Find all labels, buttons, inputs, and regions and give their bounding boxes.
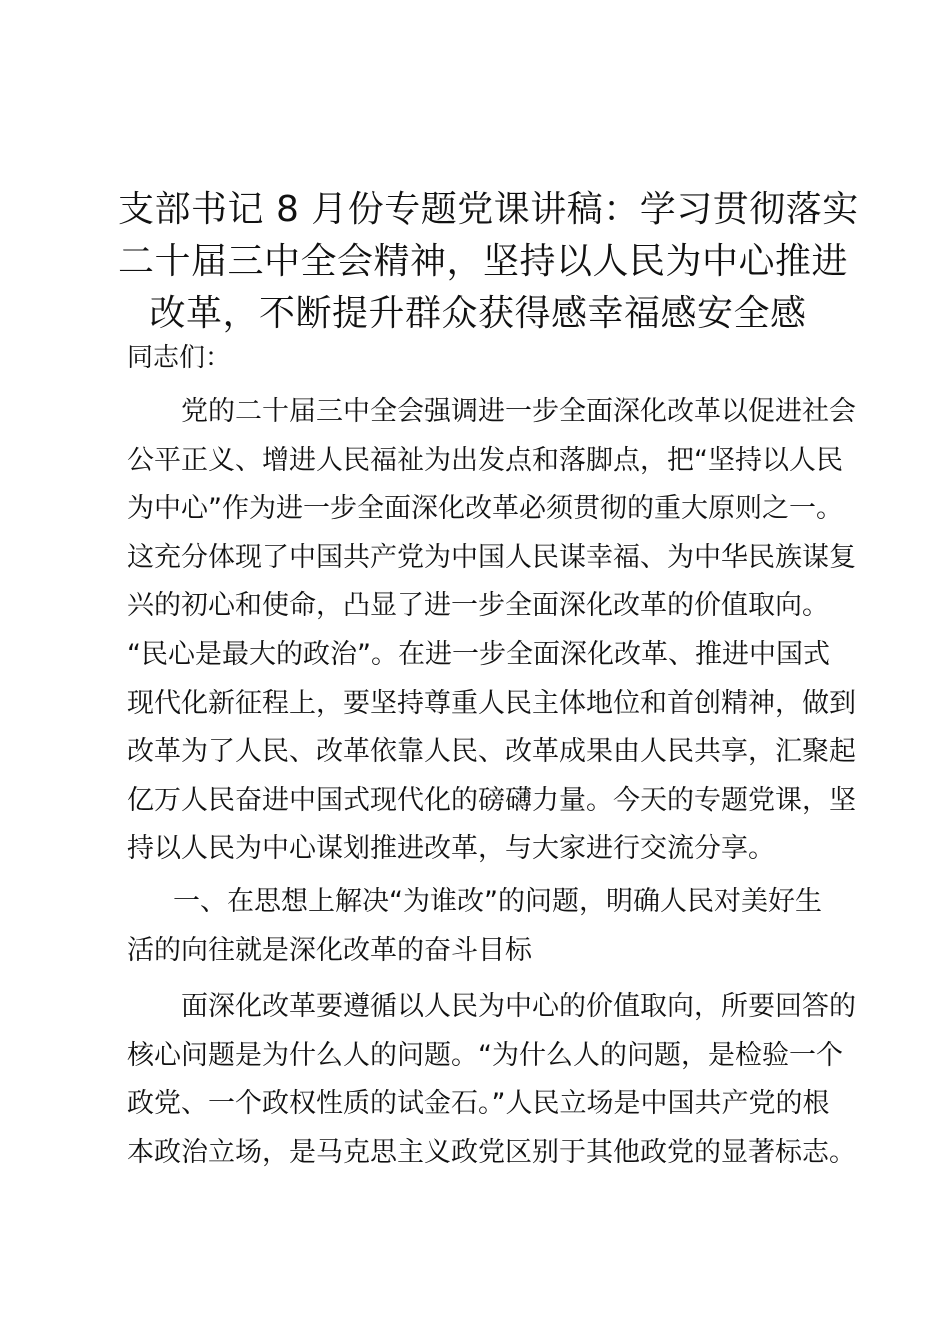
paragraph-line: 政党、一个政权性质的试金石。”人民立场是中国共产党的根 xyxy=(127,1088,830,1120)
paragraph-line: 现代化新征程上，要坚持尊重人民主体地位和首创精神，做到 xyxy=(127,687,856,719)
section-heading-1 xyxy=(127,878,833,975)
document-body xyxy=(127,336,856,1178)
paragraph-line: 兴的初心和使命，凸显了进一步全面深化改革的价值取向。 xyxy=(127,590,829,622)
paragraph-line: 为中心”作为进一步全面深化改革必须贯彻的重大原则之一。 xyxy=(127,493,843,525)
title-line-3: 改革，不断提升群众获得感幸福感安全感 xyxy=(149,293,807,334)
paragraph-intro xyxy=(127,388,856,874)
paragraph-line: “民心是最大的政治”。在进一步全面深化改革、推进中国式 xyxy=(127,638,830,670)
heading-line: 一、在思想上解决“为谁改”的问题，明确人民对美好生 xyxy=(173,885,822,917)
paragraph-section-1 xyxy=(127,983,856,1177)
title-line-2: 二十届三中全会精神，坚持以人民为中心推进 xyxy=(118,241,849,282)
paragraph-line: 核心问题是为什么人的问题。“为什么人的问题，是检验一个 xyxy=(127,1039,843,1071)
paragraph-line: 持以人民为中心谋划推进改革，与大家进行交流分享。 xyxy=(127,833,775,865)
paragraph-line: 亿万人民奋进中国式现代化的磅礴力量。今天的专题党课，坚 xyxy=(127,784,856,816)
paragraph-line: 改革为了人民、改革依靠人民、改革成果由人民共享，汇聚起 xyxy=(127,736,856,768)
salutation: 同志们： xyxy=(127,343,232,373)
document-title xyxy=(118,184,859,340)
paragraph-line: 公平正义、增进人民福祉为出发点和落脚点，把“坚持以人民 xyxy=(127,444,843,476)
paragraph-line: 面深化改革要遵循以人民为中心的价值取向，所要回答的 xyxy=(181,991,856,1023)
paragraph-line: 本政治立场，是马克思主义政党区别于其他政党的显著标志。 xyxy=(127,1136,856,1168)
title-line-1: 支部书记 8 月份专题党课讲稿：学习贯彻落实 xyxy=(118,189,859,230)
heading-line: 活的向往就是深化改革的奋斗目标 xyxy=(127,934,532,966)
paragraph-line: 这充分体现了中国共产党为中国人民谋幸福、为中华民族谋复 xyxy=(127,541,856,573)
paragraph-line: 党的二十届三中全会强调进一步全面深化改革以促进社会 xyxy=(181,396,856,427)
